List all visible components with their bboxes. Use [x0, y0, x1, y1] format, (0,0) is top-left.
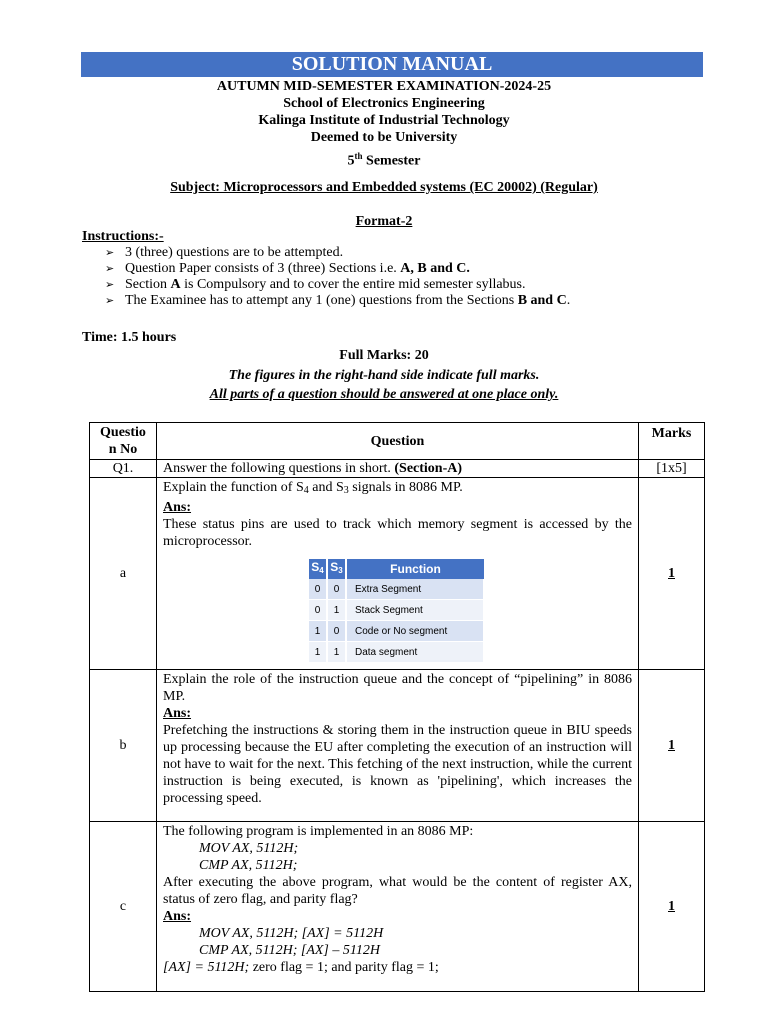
fn-row: 1 0 Code or No segment [309, 621, 484, 642]
instruction-item: ➢ 3 (three) questions are to be attempted. [105, 245, 344, 260]
instruction-item: ➢ Section A is Compulsory and to cover the entire mid semester syllabus. [105, 277, 526, 292]
q1-marks: [1x5] [639, 460, 705, 478]
arrow-bullet-icon: ➢ [105, 279, 115, 291]
fn-col-s3: $S_3$ [327, 559, 346, 579]
instructions-title: Instructions:- [82, 229, 164, 244]
qb-ans-label: Ans: [163, 706, 192, 721]
qc-number: c [90, 822, 157, 992]
solution-manual-banner: SOLUTION MANUAL [81, 52, 703, 77]
col-question: Question [157, 423, 639, 460]
fn-col-function: Function [346, 559, 484, 579]
q1-text: Answer the following questions in short. (Section-A) [157, 460, 639, 478]
time-duration: Time: 1.5 hours [82, 330, 177, 345]
fn-col-s4: $S_4$ [309, 559, 327, 579]
qc-answer-line: MOV AX, 5112H; [AX] = 5112H [199, 926, 384, 941]
q1-number: Q1. [90, 460, 157, 478]
full-marks: Full Marks: 20 [339, 348, 429, 363]
marks-note: The figures in the right-hand side indicate full marks. [228, 368, 540, 383]
qa-ans-label: Ans: [163, 500, 192, 515]
col-question-no: Questio n No [90, 423, 157, 460]
qb-number: b [90, 670, 157, 822]
qa-marks: 1 [639, 478, 705, 670]
instruction-item: ➢ The Examinee has to attempt any 1 (one) questions from the Sections B and C. [105, 293, 571, 308]
qc-answer-final: [AX] = 5112H; zero flag = 1; and parity flag = 1; [163, 960, 439, 975]
qa-question: Explain the function of $S_4$ and $S_3$ signals in 8086 MP. [163, 480, 463, 496]
qc-question-2: After executing the above program, what would be the content of register AX, status of zero flag, and parity flag? [163, 875, 632, 907]
col-marks: Marks [639, 423, 705, 460]
fn-row: 1 1 Data segment [309, 642, 484, 663]
instruction-item: ➢ Question Paper consists of 3 (three) Sections i.e. A, B and C. [105, 261, 470, 276]
fn-row: 0 1 Stack Segment [309, 600, 484, 621]
qa-content [157, 478, 639, 670]
semester: 5th Semester [347, 151, 421, 169]
question-table [89, 422, 705, 992]
table-row-a [90, 478, 705, 670]
qc-ans-label: Ans: [163, 909, 192, 924]
qc-question: The following program is implemented in an 8086 MP: [163, 824, 474, 839]
qa-answer: These status pins are used to track which memory segment is accessed by the microprocessor. [163, 517, 632, 549]
university-name: Deemed to be University [310, 130, 458, 145]
arrow-bullet-icon: ➢ [105, 295, 115, 307]
school-name: School of Electronics Engineering [283, 96, 485, 111]
table-row-c [90, 822, 705, 992]
format: Format-2 [355, 214, 413, 229]
arrow-bullet-icon: ➢ [105, 263, 115, 275]
qc-code-line: CMP AX, 5112H; [199, 858, 298, 873]
qb-content [157, 670, 639, 822]
fn-row: 0 0 Extra Segment [309, 579, 484, 600]
arrow-bullet-icon: ➢ [105, 247, 115, 259]
qa-number: a [90, 478, 157, 670]
exam-title: AUTUMN MID-SEMESTER EXAMINATION-2024-25 [216, 79, 552, 94]
qc-content [157, 822, 639, 992]
qc-answer-line: CMP AX, 5112H; [AX] – 5112H [199, 943, 380, 958]
instructions-list [105, 245, 570, 309]
qb-answer: Prefetching the instructions & storing them in the instruction queue in BIU speeds up processing because the EU after completing the execution of an instruction will not have to wait for the next. This fetching of the next instruction, while the current instruction is being executed, is known as 'pipelining', which increases the processing speed. [163, 723, 632, 806]
qc-marks: 1 [639, 822, 705, 992]
table-row-b [90, 670, 705, 822]
qb-question: Explain the role of the instruction queue and the concept of “pipelining” in 8086 MP. [163, 672, 632, 704]
table-row-q1 [90, 460, 705, 478]
answer-note: All parts of a question should be answered at one place only. [209, 387, 559, 402]
qb-marks: 1 [639, 670, 705, 822]
subject: Subject: Microprocessors and Embedded systems (EC 20002) (Regular) [170, 180, 598, 195]
fn-header-row [309, 559, 484, 579]
qc-code-line: MOV AX, 5112H; [199, 841, 299, 856]
status-function-table [309, 559, 485, 663]
table-header-row [90, 423, 705, 460]
institute-name: Kalinga Institute of Industrial Technology [258, 113, 510, 128]
